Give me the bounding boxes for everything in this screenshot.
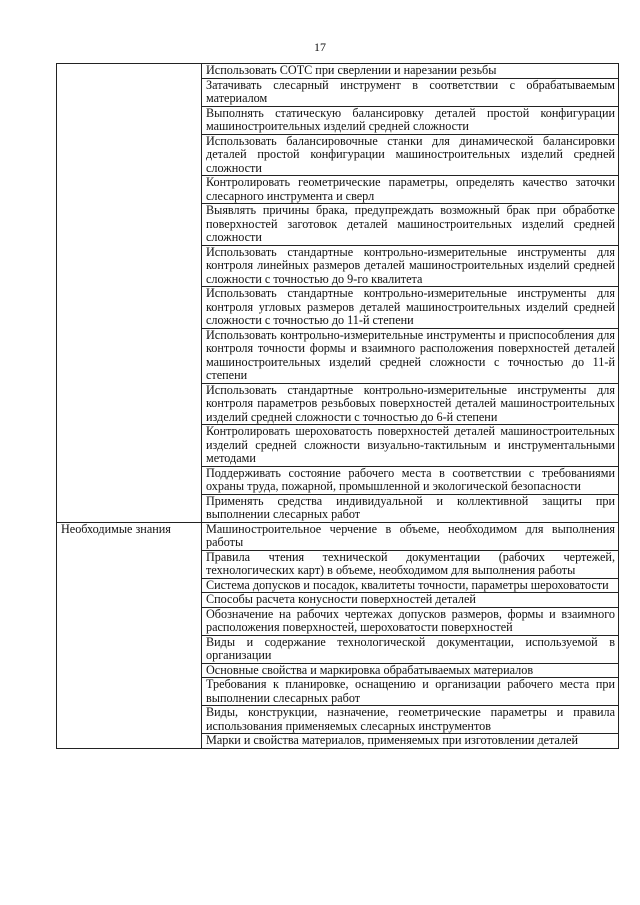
requirements-table (56, 63, 619, 749)
requirement-item: Обозначение на рабочих чертежах допусков размеров, формы и взаимного расположения поверхностей, шероховатости поверхностей (202, 607, 619, 635)
requirement-item: Использовать стандартные контрольно-измерительные инструменты для контроля линейных размеров деталей машиностроительных изделий средней сложности с точностью до 9-го квалитета (202, 245, 619, 287)
requirement-item: Правила чтения технической документации (рабочих чертежей, технологических карт) в объеме, необходимом для выполнения работы (202, 550, 619, 578)
requirement-item: Основные свойства и маркировка обрабатываемых материалов (202, 663, 619, 678)
requirement-item: Затачивать слесарный инструмент в соответствии с обрабатываемым материалом (202, 78, 619, 106)
table-row (57, 64, 619, 79)
table-row (57, 522, 619, 550)
requirement-item: Применять средства индивидуальной и коллективной защиты при выполнении слесарных работ (202, 494, 619, 522)
requirement-item: Выполнять статическую балансировку деталей простой конфигурации машиностроительных изделий средней сложности (202, 106, 619, 134)
requirement-item: Использовать стандартные контрольно-измерительные инструменты для контроля угловых размеров деталей машиностроительных изделий средней сложности с точностью до 11-й степени (202, 287, 619, 329)
requirement-item: Использовать стандартные контрольно-измерительные инструменты для контроля параметров резьбовых поверхностей деталей машиностроительных изделий средней сложности с точностью до 6-й степени (202, 383, 619, 425)
requirement-item: Виды, конструкции, назначение, геометрические параметры и правила использования применяемых слесарных инструментов (202, 706, 619, 734)
requirement-item: Требования к планировке, оснащению и организации рабочего места при выполнении слесарных работ (202, 678, 619, 706)
requirement-item: Поддерживать состояние рабочего места в соответствии с требованиями охраны труда, пожарной, промышленной и экологической безопасности (202, 466, 619, 494)
requirement-item: Машиностроительное черчение в объеме, необходимом для выполнения работы (202, 522, 619, 550)
requirement-item: Использовать контрольно-измерительные инструменты и приспособления для контроля точности формы и взаимного расположения поверхностей деталей машиностроительных изделий средней сложности с точностью до 11-й степени (202, 328, 619, 383)
requirement-item: Марки и свойства материалов, применяемых при изготовлении деталей (202, 734, 619, 749)
category-cell (57, 64, 202, 523)
requirement-item: Использовать СОТС при сверлении и нарезании резьбы (202, 64, 619, 79)
requirement-item: Виды и содержание технологической документации, используемой в организации (202, 635, 619, 663)
requirement-item: Использовать балансировочные станки для динамической балансировки деталей простой конфигурации машиностроительных изделий средней сложности (202, 134, 619, 176)
requirement-item: Контролировать геометрические параметры, определять качество заточки слесарного инструмента и сверл (202, 176, 619, 204)
requirement-item: Выявлять причины брака, предупреждать возможный брак при обработке поверхностей заготовок деталей машиностроительных изделий средней сложности (202, 204, 619, 246)
requirement-item: Контролировать шероховатость поверхностей деталей машиностроительных изделий средней сложности визуально-тактильным и инструментальными методами (202, 425, 619, 467)
requirements-table-body (57, 64, 619, 749)
category-cell: Необходимые знания (57, 522, 202, 748)
page-number: 17 (314, 40, 326, 54)
requirement-item: Способы расчета конусности поверхностей деталей (202, 593, 619, 608)
requirement-item: Система допусков и посадок, квалитеты точности, параметры шероховатости (202, 578, 619, 593)
